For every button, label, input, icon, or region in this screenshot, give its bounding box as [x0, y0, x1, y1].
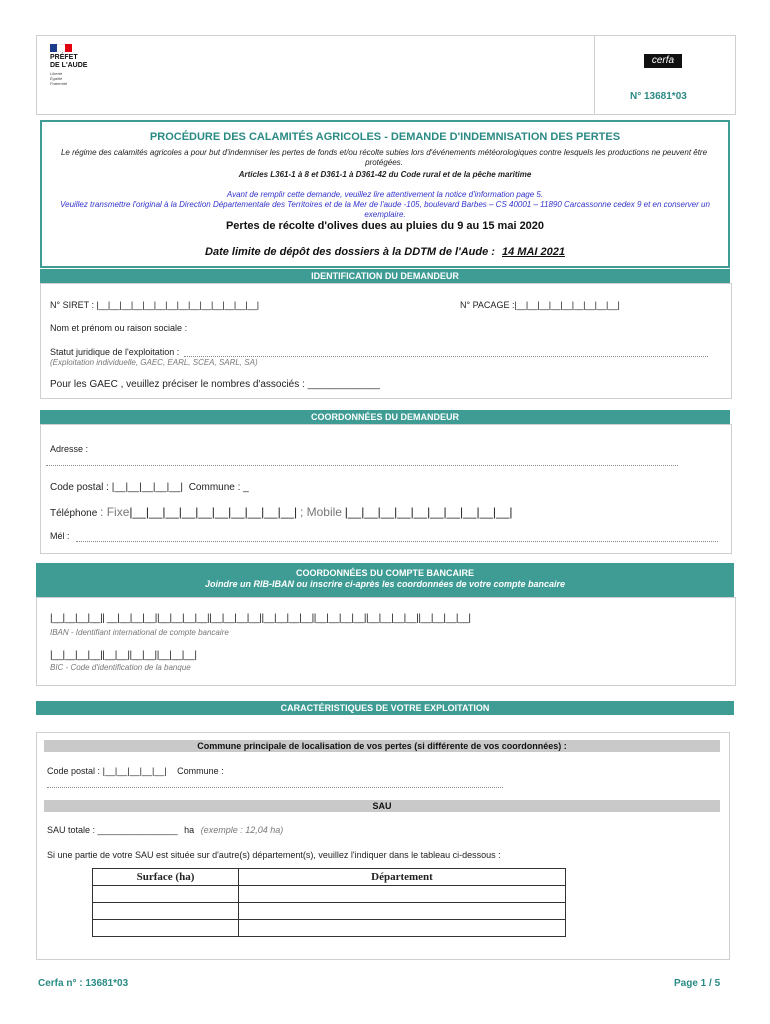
header-divider: [594, 35, 595, 114]
deadline-label: Date limite de dépôt des dossiers à la DDTM de l'Aude :: [205, 246, 495, 258]
sau-label: SAU totale :: [47, 825, 96, 835]
postal-row: [50, 482, 249, 493]
sau-example: (exemple : 12,04 ha): [200, 825, 284, 835]
form-number: N° 13681*03: [630, 91, 687, 102]
gaec-label: Pour les GAEC , veuillez préciser le nombres d'associés :: [50, 379, 305, 390]
exploitation-heading: CARACTÉRISTIQUES DE VOTRE EXPLOITATION: [36, 701, 734, 715]
siret-label: N° SIRET :: [50, 300, 94, 310]
departement-cell[interactable]: [239, 903, 566, 920]
transmit-text: Veuillez transmettre l'original à la Direction Départementale des Territoires et de la Mer de l'aude -105, boulevard Barbes – CS 40001 – 11890 Carcassonne cedex 9 et en conserver un exemplaire.: [60, 200, 710, 219]
table-row: [93, 903, 566, 920]
gaec-input[interactable]: _____________: [307, 379, 380, 390]
fixe-label: : Fixe: [100, 505, 130, 519]
departement-cell[interactable]: [239, 920, 566, 937]
cerfa-badge: cerfa: [644, 54, 682, 68]
sau-question: Si une partie de votre SAU est située sur d'autre(s) département(s), veuillez l'indiquer dans le tableau ci-dessous :: [47, 850, 501, 860]
sau-input[interactable]: ________________: [97, 825, 178, 835]
exploitation-postal-row: [47, 766, 224, 776]
name-label: Nom et prénom ou raison sociale :: [50, 323, 188, 333]
table-header-row: [93, 869, 566, 886]
exploitation-commune-label: Commune :: [177, 766, 224, 776]
fixe-input[interactable]: |__|__|__|__|__|__|__|__|__|__|: [129, 505, 298, 519]
table-row: [93, 920, 566, 937]
siret-input[interactable]: |__|__|__|__|__|__|__|__|__|__|__|__|__|__|: [96, 300, 259, 310]
intro-text: Le régime des calamités agricoles a pour but d'indemniser les pertes de fonds et/ou récolte subies lors d'événements météorologiques contre lesquels les productions ne peuvent être protégées.: [60, 148, 708, 167]
motto-line-3: Fraternité: [50, 81, 68, 86]
status-label: Statut juridique de l'exploitation :: [50, 347, 180, 357]
identification-heading: IDENTIFICATION DU DEMANDEUR: [40, 269, 730, 283]
notice-text: Avant de remplir cette demande, veuillez lire attentivement la notice d'information page 5.: [226, 190, 544, 199]
prefecture-logo: [50, 44, 110, 86]
postal-input[interactable]: |__|__|__|__|__|: [111, 482, 183, 493]
commune-input[interactable]: _: [243, 482, 249, 493]
bic-input[interactable]: |__|__|__|__||__|__||__|__||__|__|__|: [50, 650, 197, 661]
bank-subheading: Joindre un RIB-IBAN ou inscrire ci-après les coordonnées de votre compte bancaire: [204, 579, 566, 589]
footer-page: Page 1 / 5: [674, 978, 721, 989]
status-input-line[interactable]: [184, 356, 708, 357]
phone-row: [50, 505, 513, 519]
commune-label: Commune :: [188, 482, 241, 493]
prefecture-line-1: PRÉFET: [50, 54, 78, 61]
sau-unit: ha: [184, 825, 195, 835]
departement-cell[interactable]: [239, 886, 566, 903]
mobile-input[interactable]: |__|__|__|__|__|__|__|__|__|__|: [344, 505, 513, 519]
coordinates-heading: COORDONNÉES DU DEMANDEUR: [40, 410, 730, 424]
header-box: [36, 35, 736, 115]
postal-label: Code postal :: [50, 482, 109, 493]
mail-label: Mél :: [50, 531, 70, 541]
exploitation-postal-label: Code postal :: [47, 766, 101, 776]
surface-cell[interactable]: [93, 920, 239, 937]
motto-line-1: Liberté: [50, 71, 63, 76]
iban-input[interactable]: |__|__|__|__|| __|__|__|__||__|__|__|__||__|__|__|__||__|__|__|__||__|__|__|__||__|__|__|__||__|__|__|__|: [50, 613, 471, 624]
gaec-row: [50, 379, 380, 390]
table-row: [93, 886, 566, 903]
footer-cerfa: Cerfa n° : 13681*03: [38, 978, 129, 989]
phone-label: Téléphone: [50, 508, 98, 519]
marianne-flag-icon: [50, 44, 72, 52]
address-input-line[interactable]: [46, 465, 678, 466]
status-hint: (Exploitation individuelle, GAEC, EARL, SCEA, SARL, SA): [50, 358, 258, 367]
pacage-label: N° PACAGE :: [460, 300, 515, 310]
surface-cell[interactable]: [93, 903, 239, 920]
bank-box: [36, 597, 736, 686]
address-label: Adresse :: [50, 444, 89, 454]
siret-row: [50, 300, 259, 310]
deadline-date: 14 MAI 2021: [501, 246, 565, 258]
iban-caption: IBAN - Identifiant international de compte bancaire: [50, 628, 229, 637]
losses-text: Pertes de récolte d'olives dues au pluies du 9 au 15 mai 2020: [225, 220, 545, 232]
bank-heading: COORDONNÉES DU COMPTE BANCAIRE: [295, 568, 474, 578]
mail-input-line[interactable]: [76, 541, 718, 542]
pacage-row: [460, 300, 620, 310]
bank-heading-bar: [36, 563, 734, 597]
page-title: PROCÉDURE DES CALAMITÉS AGRICOLES - DEMANDE D'INDEMNISATION DES PERTES: [149, 131, 621, 143]
articles-text: Articles L361-1 à 8 et D361-1 à D361-42 du Code rural et de la pêche maritime: [238, 170, 532, 179]
exploitation-postal-input[interactable]: |__|__|__|__|__|: [102, 766, 167, 776]
bic-caption: BIC - Code d'identification de la banque: [50, 663, 191, 672]
sau-bar: SAU: [44, 800, 720, 812]
motto-line-2: Égalité: [50, 76, 63, 81]
surface-cell[interactable]: [93, 886, 239, 903]
pacage-input[interactable]: |__|__|__|__|__|__|__|__|__|: [514, 300, 620, 310]
surface-header: Surface (ha): [93, 869, 239, 886]
exploitation-commune-line[interactable]: [47, 787, 503, 788]
deadline-row: [42, 246, 728, 258]
mobile-label: ; Mobile: [299, 505, 342, 519]
sau-row: [47, 825, 283, 835]
commune-locale-bar: Commune principale de localisation de vos pertes (si différente de vos coordonnées) :: [44, 740, 720, 752]
prefecture-line-2: DE L'AUDE: [50, 62, 88, 69]
department-table: [92, 868, 566, 937]
departement-header: Département: [239, 869, 566, 886]
